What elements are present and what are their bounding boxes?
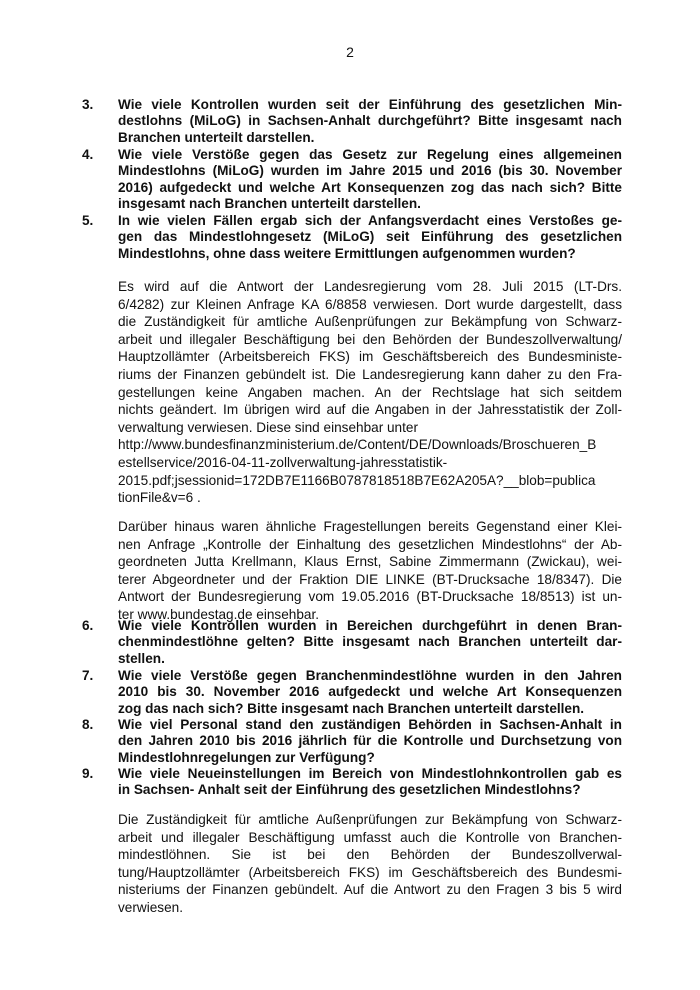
- text-line: Es wird auf die Antwort der Landesregierung vom 28. Juli 2015 (LT-Drs.: [118, 279, 622, 294]
- question-number: 4.: [82, 147, 94, 162]
- text-line: Wie viele Verstöße gegen Branchenmindestlöhne wurden in den Jahren: [118, 668, 622, 683]
- text-line: Branchen unterteilt darstellen.: [118, 129, 315, 145]
- question-3: [82, 97, 622, 146]
- text-line: Mindestlohns, ohne dass weitere Ermittlungen aufgenommen wurden?: [118, 245, 576, 261]
- text-line: verwaltung verwiesen. Diese sind einsehbar unter: [118, 419, 418, 435]
- text-line: 2010 bis 30. November 2016 aufgedeckt und welche Art Konsequenzen: [118, 684, 622, 700]
- text-line: die Zuständigkeit für amtliche Außenprüfungen zur Bekämpfung von Schwarz-: [118, 314, 622, 330]
- text-line: stellen.: [118, 650, 165, 666]
- text-line: Wie viele Kontrollen wurden seit der Einführung des gesetzlichen Min-: [118, 97, 622, 112]
- answer-paragraph-3: [118, 811, 622, 917]
- link-line[interactable]: tionFile&v=6 .: [118, 490, 201, 506]
- link-line[interactable]: http://www.bundesfinanzministerium.de/Content/DE/Downloads/Broschueren_B: [118, 437, 597, 453]
- text-line: 2016) aufgedeckt und welche Art Konsequenzen zog das nach sich? Bitte: [118, 179, 622, 195]
- text-line: ter www.bundestag.de einsehbar.: [118, 606, 320, 622]
- question-number: 3.: [82, 97, 94, 112]
- text-line: terer Abgeordneter und der Fraktion DIE LINKE (BT-Drucksache 18/8347). Die: [118, 571, 622, 587]
- question-5: [82, 213, 622, 262]
- text-line: mindestlöhnen. Sie ist bei den Behörden der Bundeszollverwal-: [118, 847, 622, 863]
- text-line: Antwort der Bundesregierung vom 19.05.2016 (BT-Drucksache 18/8513) ist un-: [118, 589, 622, 605]
- page-number: 2: [346, 44, 354, 60]
- text-line: gestellungen keine Angaben machen. An der Rechtslage hat sich seitdem: [118, 384, 622, 400]
- text-line: Die Zuständigkeit für amtliche Außenprüfungen zur Bekämpfung von Schwarz-: [118, 812, 622, 827]
- question-8: [82, 717, 622, 766]
- text-line: arbeit und illegaler Beschäftigung bei den Behörden der Bundeszollverwaltung/: [118, 331, 622, 347]
- text-line: Wie viele Neueinstellungen im Bereich von Mindestlohnkontrollen gab es: [118, 766, 622, 781]
- question-number: 8.: [82, 717, 94, 732]
- text-line: gen das Mindestlohngesetz (MiLoG) seit Einführung des gesetzlichen: [118, 229, 622, 245]
- question-text: [118, 668, 622, 717]
- text-line: Wie viel Personal stand den zuständigen Behörden in Sachsen-Anhalt in: [118, 717, 622, 732]
- question-text: [118, 213, 622, 262]
- text-line: Wie viele Kontrollen wurden in Bereichen durchgeführt in denen Bran-: [118, 618, 622, 633]
- question-text: [118, 766, 622, 799]
- text-line: Wie viele Verstöße gegen das Gesetz zur Regelung eines allgemeinen: [118, 147, 622, 162]
- question-text: [118, 618, 622, 667]
- text-line: nichts geändert. Im übrigen wird auf die Angaben in der Jahresstatistik der Zoll-: [118, 402, 622, 418]
- answer-paragraph-2: [118, 518, 622, 624]
- question-4: [82, 147, 622, 213]
- text-line: chenmindestlöhne gelten? Bitte insgesamt nach Branchen unterteilt dar-: [118, 634, 622, 650]
- text-line: in Sachsen- Anhalt seit der Einführung des gesetzlichen Mindestlohns?: [118, 782, 581, 798]
- question-number: 7.: [82, 668, 94, 683]
- text-line: Mindestlohns (MiLoG) wurden im Jahre 2015 und 2016 (bis 30. November: [118, 163, 622, 179]
- question-7: [82, 668, 622, 717]
- question-text: [118, 147, 622, 213]
- question-6: [82, 618, 622, 667]
- text-line: verwiesen.: [118, 899, 183, 915]
- link-line[interactable]: estellservice/2016-04-11-zollverwaltung-jahresstatistik-: [118, 454, 448, 470]
- text-line: Darüber hinaus waren ähnliche Fragestellungen bereits Gegenstand einer Klei-: [118, 519, 622, 534]
- text-line: zog das nach sich? Bitte insgesamt nach Branchen unterteilt darstellen.: [118, 700, 585, 716]
- text-line: geordneten Jutta Krellmann, Klaus Ernst, Sabine Zimmermann (Zwickau), wei-: [118, 554, 622, 570]
- text-line: tung/Hauptzollämter (Arbeitsbereich FKS) im Geschäftsbereich des Bundesmi-: [118, 864, 622, 880]
- question-text: [118, 717, 622, 766]
- text-line: 6/4282) zur Kleinen Anfrage KA 6/8858 verwiesen. Dort wurde dargestellt, dass: [118, 296, 622, 312]
- text-line: Mindestlohnregelungen zur Verfügung?: [118, 749, 375, 765]
- text-line: nen Anfrage „Kontrolle der Einhaltung des gesetzlichen Mindestlohns“ der Ab-: [118, 536, 622, 552]
- text-line: arbeit und illegaler Beschäftigung umfasst auch die Kontrolle von Branchen-: [118, 829, 622, 845]
- text-line: nisteriums der Finanzen gebündelt. Auf die Antwort zu den Fragen 3 bis 5 wird: [118, 882, 622, 898]
- link-line[interactable]: 2015.pdf;jsessionid=172DB7E1166B0787818518B7E62A205A?__blob=publica: [118, 472, 596, 488]
- question-text: [118, 97, 622, 146]
- text-line: destlohns (MiLoG) in Sachsen-Anhalt durchgeführt? Bitte insgesamt nach: [118, 113, 622, 129]
- text-line: insgesamt nach Branchen unterteilt darstellen.: [118, 196, 421, 212]
- text-line: In wie vielen Fällen ergab sich der Anfangsverdacht eines Verstoßes ge-: [118, 213, 622, 228]
- question-9: [82, 766, 622, 799]
- question-number: 6.: [82, 618, 94, 633]
- text-line: riums der Finanzen gebündelt ist. Die Landesregierung kann daher zu den Fra-: [118, 366, 622, 382]
- text-line: den Jahren 2010 bis 2016 jährlich für die Kontrolle und Durchsetzung von: [118, 733, 622, 749]
- answer-paragraph-1: [118, 278, 622, 507]
- text-line: Hauptzollämter (Arbeitsbereich FKS) im Geschäftsbereich des Bundesministe-: [118, 349, 622, 365]
- question-number: 5.: [82, 213, 94, 228]
- question-number: 9.: [82, 766, 94, 781]
